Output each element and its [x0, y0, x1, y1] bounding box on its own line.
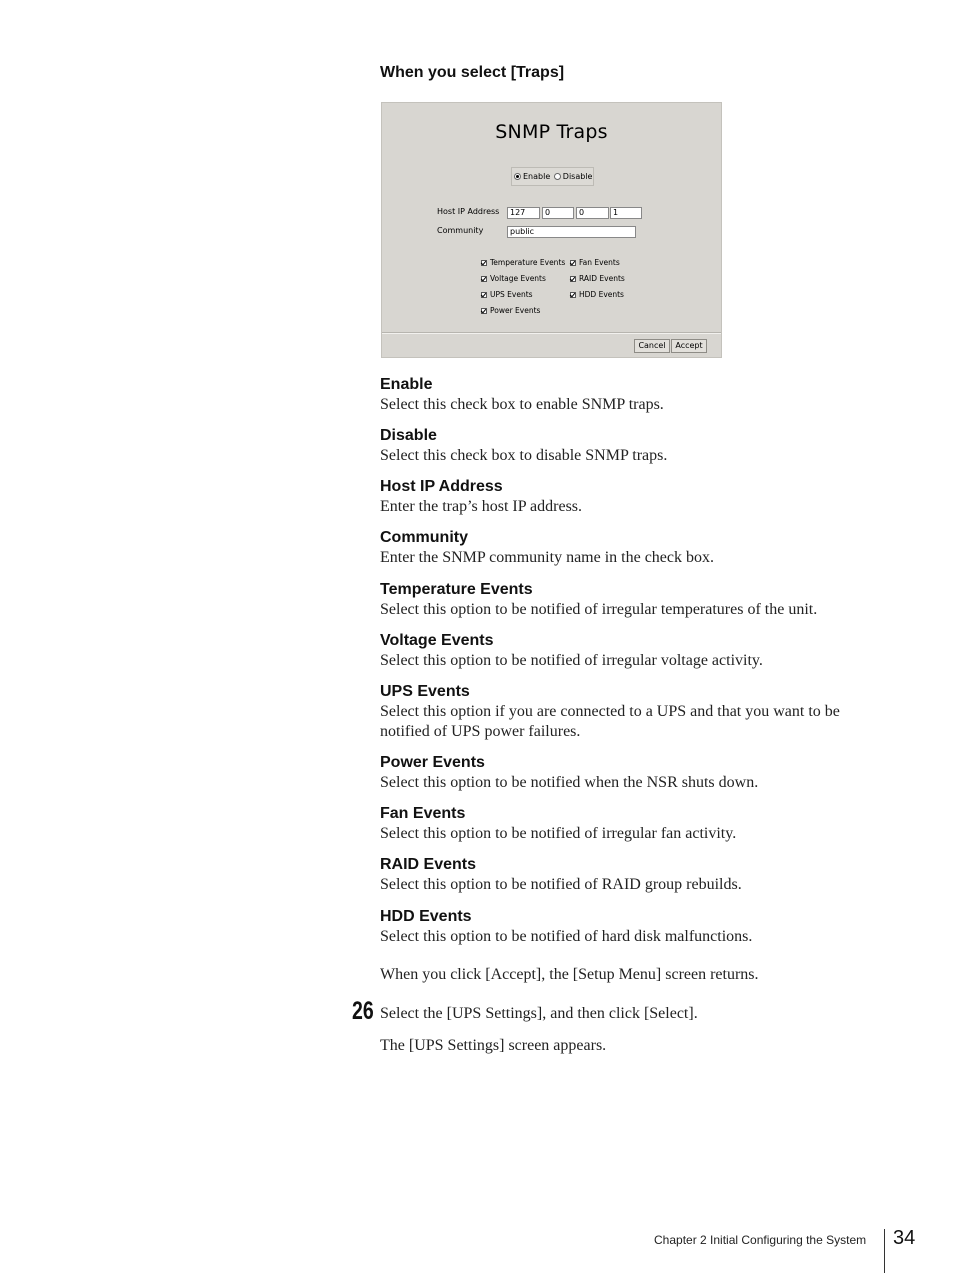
ups-events-label: UPS Events: [490, 290, 533, 299]
section-text: Select this option to be notified of hard disk malfunctions.: [380, 928, 753, 945]
community-field[interactable]: public: [507, 226, 636, 238]
host-ip-octet-1[interactable]: 127: [507, 207, 540, 219]
enable-radio[interactable]: [514, 173, 521, 180]
section-heading: HDD Events: [380, 908, 472, 925]
hdd-events-checkbox[interactable]: [570, 290, 624, 299]
section-heading: Voltage Events: [380, 632, 494, 649]
section-hdd-events: [380, 907, 880, 947]
section-disable: [380, 426, 880, 466]
hdd-events-label: HDD Events: [579, 290, 624, 299]
footer-chapter: Chapter 2 Initial Configuring the System: [654, 1233, 867, 1247]
checkmark-icon: [481, 308, 487, 314]
host-ip-octet-4[interactable]: 1: [610, 207, 642, 219]
section-heading: Disable: [380, 427, 437, 444]
host-ip-octet-2[interactable]: 0: [542, 207, 574, 219]
section-text: Select this option if you are connected to a UPS and that you want to be notified of UPS power failures.: [380, 703, 840, 740]
host-ip-label: Host IP Address: [437, 207, 500, 216]
ups-events-checkbox[interactable]: [481, 290, 533, 299]
checkmark-icon: [570, 260, 576, 266]
section-heading: RAID Events: [380, 856, 477, 873]
section-community: [380, 528, 880, 568]
step-text: Select the [UPS Settings], and then click [Select].: [380, 1005, 698, 1022]
section-text: Select this check box to enable SNMP traps.: [380, 396, 664, 413]
fan-events-label: Fan Events: [579, 258, 620, 267]
checkmark-icon: [570, 292, 576, 298]
section-text: Select this option to be notified of irregular fan activity.: [380, 825, 737, 842]
section-temperature-events: [380, 580, 880, 620]
enable-label: Enable: [523, 172, 551, 181]
host-ip-octet-3[interactable]: 0: [576, 207, 609, 219]
section-voltage-events: [380, 631, 880, 671]
community-label: Community: [437, 226, 484, 235]
footer-divider: [884, 1229, 885, 1273]
checkmark-icon: [481, 276, 487, 282]
cancel-button[interactable]: Cancel: [634, 339, 670, 353]
intro-heading: When you select [Traps]: [380, 64, 565, 81]
fan-events-checkbox[interactable]: [570, 258, 620, 267]
page-number: 34: [893, 1227, 916, 1249]
enable-disable-group: [511, 167, 594, 186]
checkmark-icon: [481, 292, 487, 298]
section-ups-events: [380, 682, 880, 742]
voltage-events-checkbox[interactable]: [481, 274, 546, 283]
disable-radio[interactable]: [554, 173, 561, 180]
section-heading: Enable: [380, 376, 433, 393]
raid-events-label: RAID Events: [579, 274, 625, 283]
section-text: Select this option to be notified of RAID group rebuilds.: [380, 876, 742, 893]
section-heading: UPS Events: [380, 683, 470, 700]
section-heading: Community: [380, 529, 468, 546]
accept-note: When you click [Accept], the [Setup Menu] screen returns.: [380, 966, 759, 983]
section-text: Select this option to be notified of irregular voltage activity.: [380, 652, 763, 669]
section-heading: Temperature Events: [380, 581, 533, 598]
power-events-checkbox[interactable]: [481, 306, 540, 315]
section-heading: Host IP Address: [380, 478, 503, 495]
section-fan-events: [380, 804, 880, 844]
panel-divider: [382, 332, 721, 334]
accept-button[interactable]: Accept: [671, 339, 707, 353]
voltage-events-label: Voltage Events: [490, 274, 546, 283]
section-heading: Fan Events: [380, 805, 466, 822]
section-text: Select this option to be notified of irregular temperatures of the unit.: [380, 601, 818, 618]
section-host-ip-address: [380, 477, 880, 517]
step-number: 26: [352, 997, 374, 1025]
step-result: The [UPS Settings] screen appears.: [380, 1037, 607, 1054]
section-power-events: [380, 753, 880, 793]
section-text: Enter the trap’s host IP address.: [380, 498, 583, 515]
section-heading: Power Events: [380, 754, 485, 771]
checkmark-icon: [570, 276, 576, 282]
section-raid-events: [380, 855, 880, 895]
raid-events-checkbox[interactable]: [570, 274, 625, 283]
snmp-traps-title: SNMP Traps: [495, 121, 608, 143]
snmp-traps-screenshot: [381, 102, 722, 358]
section-enable: [380, 375, 880, 415]
power-events-label: Power Events: [490, 306, 541, 315]
section-text: Select this check box to disable SNMP traps.: [380, 447, 668, 464]
temperature-events-checkbox[interactable]: [481, 258, 565, 267]
section-text: Enter the SNMP community name in the check box.: [380, 549, 715, 566]
checkmark-icon: [481, 260, 487, 266]
temperature-events-label: Temperature Events: [490, 258, 566, 267]
disable-label: Disable: [562, 172, 593, 181]
section-text: Select this option to be notified when the NSR shuts down.: [380, 774, 759, 791]
